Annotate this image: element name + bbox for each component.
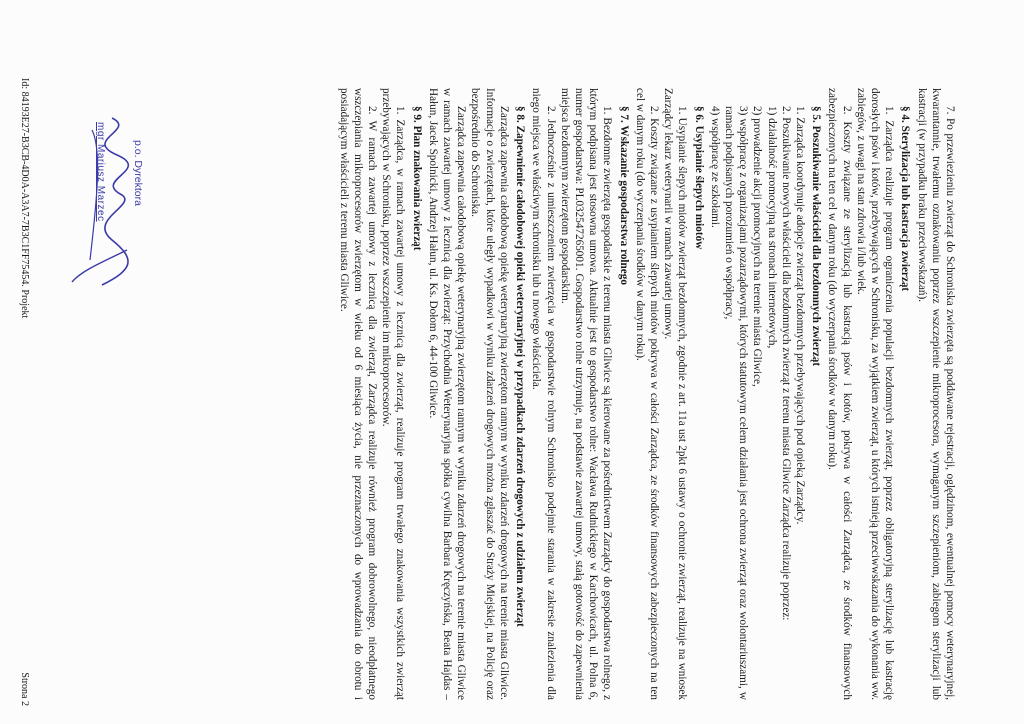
section-paragraph: 1. Zarządca koordynuje adopcje zwierząt bezdomnych przebywających pod opieką Zarządcy. xyxy=(793,106,806,525)
section-7 xyxy=(529,88,630,700)
list-item: 1) działalność promocyjną na stronach internetowych, xyxy=(765,106,778,349)
section-paragraph: Zarządca zapewnia całodobową opiekę weterynaryjną zwierzętom rannym w wyniku zdarzeń drogowych na terenie miasta Gliwice w ramach zawartej umowy z lecznicą dla zwierząt: Przychodnia Weterynaryjna spółka cywilna Barbara Kręczyńska, Beata Hajdas – Hałun, Jacek Spolnicki, Andrzej Hałun, ul. Ks. Dołom 6, 44-100 Gliwice. xyxy=(426,88,468,700)
section-paragraph: 1. Zarządca, w ramach zawartej umowy z lecznicą dla zwierząt, realizuje program trwałego znakowania wszystkich zwierząt przebywających w Schronisku, poprzez wszczepienie im mikroprocesorów. xyxy=(380,88,407,700)
section-5 xyxy=(708,88,824,700)
section-paragraph: 2. Koszty związane ze sterylizacją lub kastracją psów i kotów, pokrywa w całości Zarządca, ze środków finansowych zabezpieczonych na ten cel w danym roku (do wyczerpania środków w danym roku). xyxy=(826,88,853,700)
section-paragraph: 2. W ramach zawartej umowy z lecznicą dla zwierząt, Zarządca realizuje również program dobrowolnego, nieodpłatnego wszczepiania mikroprocesorów zwierzętom w wieku od 6 miesiąca życia, nie przeznaczonych do wprowadzania do obrotu i posiadającym właścicieli z terenu miasta Gliwice. xyxy=(337,88,379,700)
section-paragraph: 2. Jednocześnie z umieszczeniem zwierzęcia w gospodarstwie rolnym Schronisko podejmie starania w zakresie znalezienia dla niego miejsca we właściwym schronisku lub u nowego właściciela. xyxy=(530,88,557,700)
section-paragraph: 2. Poszukiwanie nowych właścicieli dla bezdomnych zwierząt z terenu miasta Gliwice Zarządca realizuje poprzez: xyxy=(779,106,792,621)
page-footer xyxy=(14,78,34,718)
section-heading: § 6. Usypianie ślepych miotów xyxy=(692,106,705,250)
stamp-title: p.o. Dyrektora xyxy=(132,140,144,206)
section-9 xyxy=(336,88,423,700)
document-body xyxy=(336,88,957,700)
section-heading: § 7. Wskazanie gospodarstwa rolnego xyxy=(617,106,630,285)
intro-paragraph: 7. Po przewiezieniu zwierząt do Schroniska zwierzęta są poddawane rejestracji, oględzinom, ewentualnej pomocy weterynaryjnej, kwarantannie, trwałemu oznakowaniu poprzez wszczepienie mikroprocesora, wymaganym szczepieniom, zabiegom sterylizacji lub kastracji (w przypadku braku przeciwwskazań). xyxy=(915,88,956,700)
section-6 xyxy=(633,88,706,700)
director-stamp xyxy=(54,100,144,300)
section-heading: § 9. Plan znakowania zwierząt xyxy=(410,106,423,251)
section-8 xyxy=(426,88,527,700)
section-paragraph: 1. Zarządca realizuje program ograniczenia populacji bezdomnych zwierząt, poprzez obligatoryjną sterylizację lub kastrację dorosłych psów i kotów, przebywających w Schronisku, za wyjątkiem zwierząt, u których istnieją przeciwwskazania do wykonania ww. zabiegów, z uwagi na stan zdrowia i/lub wiek. xyxy=(854,88,896,700)
section-heading: § 5. Poszukiwanie właścicieli dla bezdomnych zwierząt xyxy=(810,106,823,367)
list-item: 4) współpracę ze szkołami. xyxy=(708,106,721,228)
section-4 xyxy=(825,88,912,700)
section-paragraph: Zarządca zapewnia całodobową opiekę weterynaryjną zwierzętom rannym w wyniku zdarzeń drogowych na terenie miasta Gliwice. Informacje o zwierzętach, które uległy wypadkowi w wyniku zdarzeń drogowych można zgłaszać do Straży Miejskiej, na Policję oraz bezpośrednio do Schroniska. xyxy=(469,88,510,700)
page-number: Strona 2 xyxy=(19,672,30,706)
document-id: Id: 84193E27-B3CB-4D0A-A3A7-7B3C1FF75454. Projekt xyxy=(19,78,30,319)
stamp-name: mgr Mariusz Marzec xyxy=(95,122,106,222)
section-heading: § 8. Zapewnienie całodobowej opieki weterynaryjnej w przypadkach zdarzeń drogowych z udziałem zwierząt xyxy=(514,106,527,627)
section-paragraph: 1. Bezdomne zwierzęta gospodarskie z terenu miasta Gliwice są kierowane za pośrednictwem Zarządcy do gospodarstwa rolnego, z którym podpisana jest stosowna umowa. Aktualnie jest to gospodarstwo rolne: Wacława Rudnickiego w Karchowicach, ul. Polna 6, numer gospodarstwa: PL032547265001. Gospodarstwo rolne utrzymuje, na podstawie zawartej umowy, stałą gotowość do zapewnienia miejsca bezdomnym zwierzętom gospodarskim. xyxy=(558,88,614,700)
list-item: 3) współpracę z organizacjami pozarządowymi, których statutowym celem działania jest ochrona zwierząt oraz wolontariuszami, w ramach podpisanych porozumień o współpracy, xyxy=(722,106,750,700)
section-heading: § 4. Sterylizacja lub kastracja zwierząt xyxy=(899,106,912,292)
section-paragraph: 1. Usypianie ślepych miotów zwierząt bezdomnych, zgodnie z art. 11a ust 2pkt 6 ustawy o ochronie zwierząt, realizuje na wniosek Zarządcy lekarz weterynarii w ramach zawartej umowy. xyxy=(662,88,689,700)
section-paragraph: 2. Koszty związane z usypianiem ślepych miotów pokrywa w całości Zarządca, ze środków finansowych zabezpieczonych na ten cel w danym roku (do wyczerpania środków w danym roku). xyxy=(633,88,660,700)
list-item: 2) prowadzenie akcji promocyjnych na terenie miasta Gliwice, xyxy=(751,106,764,387)
